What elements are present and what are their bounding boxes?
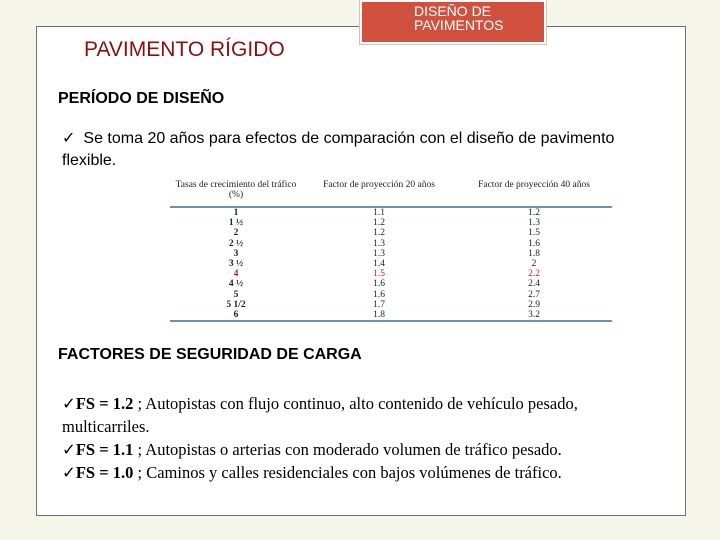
factor-description: ; Autopistas con flujo continuo, alto contenido de vehículo pesado, multicarriles.	[62, 394, 578, 436]
table-cell: 1.6	[373, 279, 385, 290]
table-cell: 1.7	[373, 299, 385, 310]
table-cell: 2.2	[528, 269, 540, 280]
table-cell: 1.2	[373, 218, 385, 229]
table-row	[170, 269, 612, 279]
tab-line-2: PAVIMENTOS	[414, 17, 504, 33]
section-heading-design-period: PERÍODO DE DISEÑO	[58, 90, 225, 107]
factor-value: FS = 1.1	[75, 440, 134, 459]
page-title: PAVIMENTO RÍGIDO	[84, 38, 285, 61]
table-row	[170, 249, 612, 259]
table-row	[170, 207, 612, 218]
safety-factor-list	[62, 392, 652, 484]
table-cell: 2.7	[528, 289, 540, 300]
header-factor-40: Factor de proyección 40 años	[456, 180, 612, 207]
table-row	[170, 239, 612, 249]
table-cell: 1.5	[528, 228, 540, 239]
check-icon: ✓	[62, 463, 76, 482]
table-cell: 1.3	[373, 248, 385, 259]
safety-factor-item	[62, 438, 652, 461]
table-cell: 4	[233, 269, 239, 280]
table-cell: 3.2	[456, 310, 612, 321]
table-cell: 2	[531, 259, 537, 270]
factor-description: ; Caminos y calles residenciales con bajos volúmenes de tráfico.	[133, 463, 562, 482]
table-cell: 1 ½	[228, 218, 244, 229]
table-cell: 1.6	[373, 289, 385, 300]
table-row	[170, 310, 612, 321]
table-cell: 5	[233, 289, 239, 300]
table-cell: 1.8	[528, 248, 540, 259]
table-row	[170, 218, 612, 228]
table-cell: 1.6	[528, 238, 540, 249]
table-body	[170, 207, 612, 321]
table-cell: 1.5	[373, 269, 385, 280]
header-growth-rate: Tasas de crecimiento del tráfico (%)	[170, 180, 302, 207]
table-cell: 5 1/2	[226, 299, 246, 310]
safety-factor-item	[62, 392, 652, 438]
section-heading-safety-factors: FACTORES DE SEGURIDAD DE CARGA	[58, 346, 362, 363]
table-row	[170, 290, 612, 300]
check-icon: ✓	[62, 394, 76, 413]
table-cell: 2	[233, 228, 239, 239]
table-cell: 1.3	[373, 238, 385, 249]
table-row	[170, 300, 612, 310]
table-row	[170, 279, 612, 289]
table-cell: 1	[233, 208, 239, 218]
table-cell: 1.2	[528, 208, 540, 218]
table-header-row	[170, 180, 612, 207]
table-cell: 1.3	[528, 218, 540, 229]
factor-value: FS = 1.2	[75, 394, 134, 413]
table-cell: 2.4	[528, 279, 540, 290]
table-row	[170, 259, 612, 269]
table-cell: 2.9	[528, 299, 540, 310]
table-cell: 6	[170, 310, 302, 321]
projection-factor-table	[170, 180, 612, 322]
factor-value: FS = 1.0	[75, 463, 134, 482]
safety-factor-item	[62, 461, 652, 484]
bullet-design-period	[62, 128, 622, 172]
check-icon: ✓	[62, 440, 76, 459]
table-cell: 3 ½	[228, 259, 244, 270]
table-row	[170, 228, 612, 238]
section-tab	[360, 0, 546, 44]
table-cell: 4 ½	[228, 279, 244, 290]
table-cell: 2 ½	[228, 238, 244, 249]
bullet-text: Se toma 20 años para efectos de comparación con el diseño de pavimento flexible.	[62, 130, 615, 169]
tab-line-1: DISEÑO DE	[414, 3, 492, 19]
factor-description: ; Autopistas o arterias con moderado volumen de tráfico pesado.	[133, 440, 562, 459]
header-factor-20: Factor de proyección 20 años	[302, 180, 456, 207]
table-cell: 1.2	[373, 228, 385, 239]
table-cell: 1.1	[373, 208, 385, 218]
table-cell: 1.4	[373, 259, 385, 270]
table-cell: 3	[233, 248, 239, 259]
table-cell: 1.8	[302, 310, 456, 321]
check-icon: ✓	[62, 130, 76, 147]
